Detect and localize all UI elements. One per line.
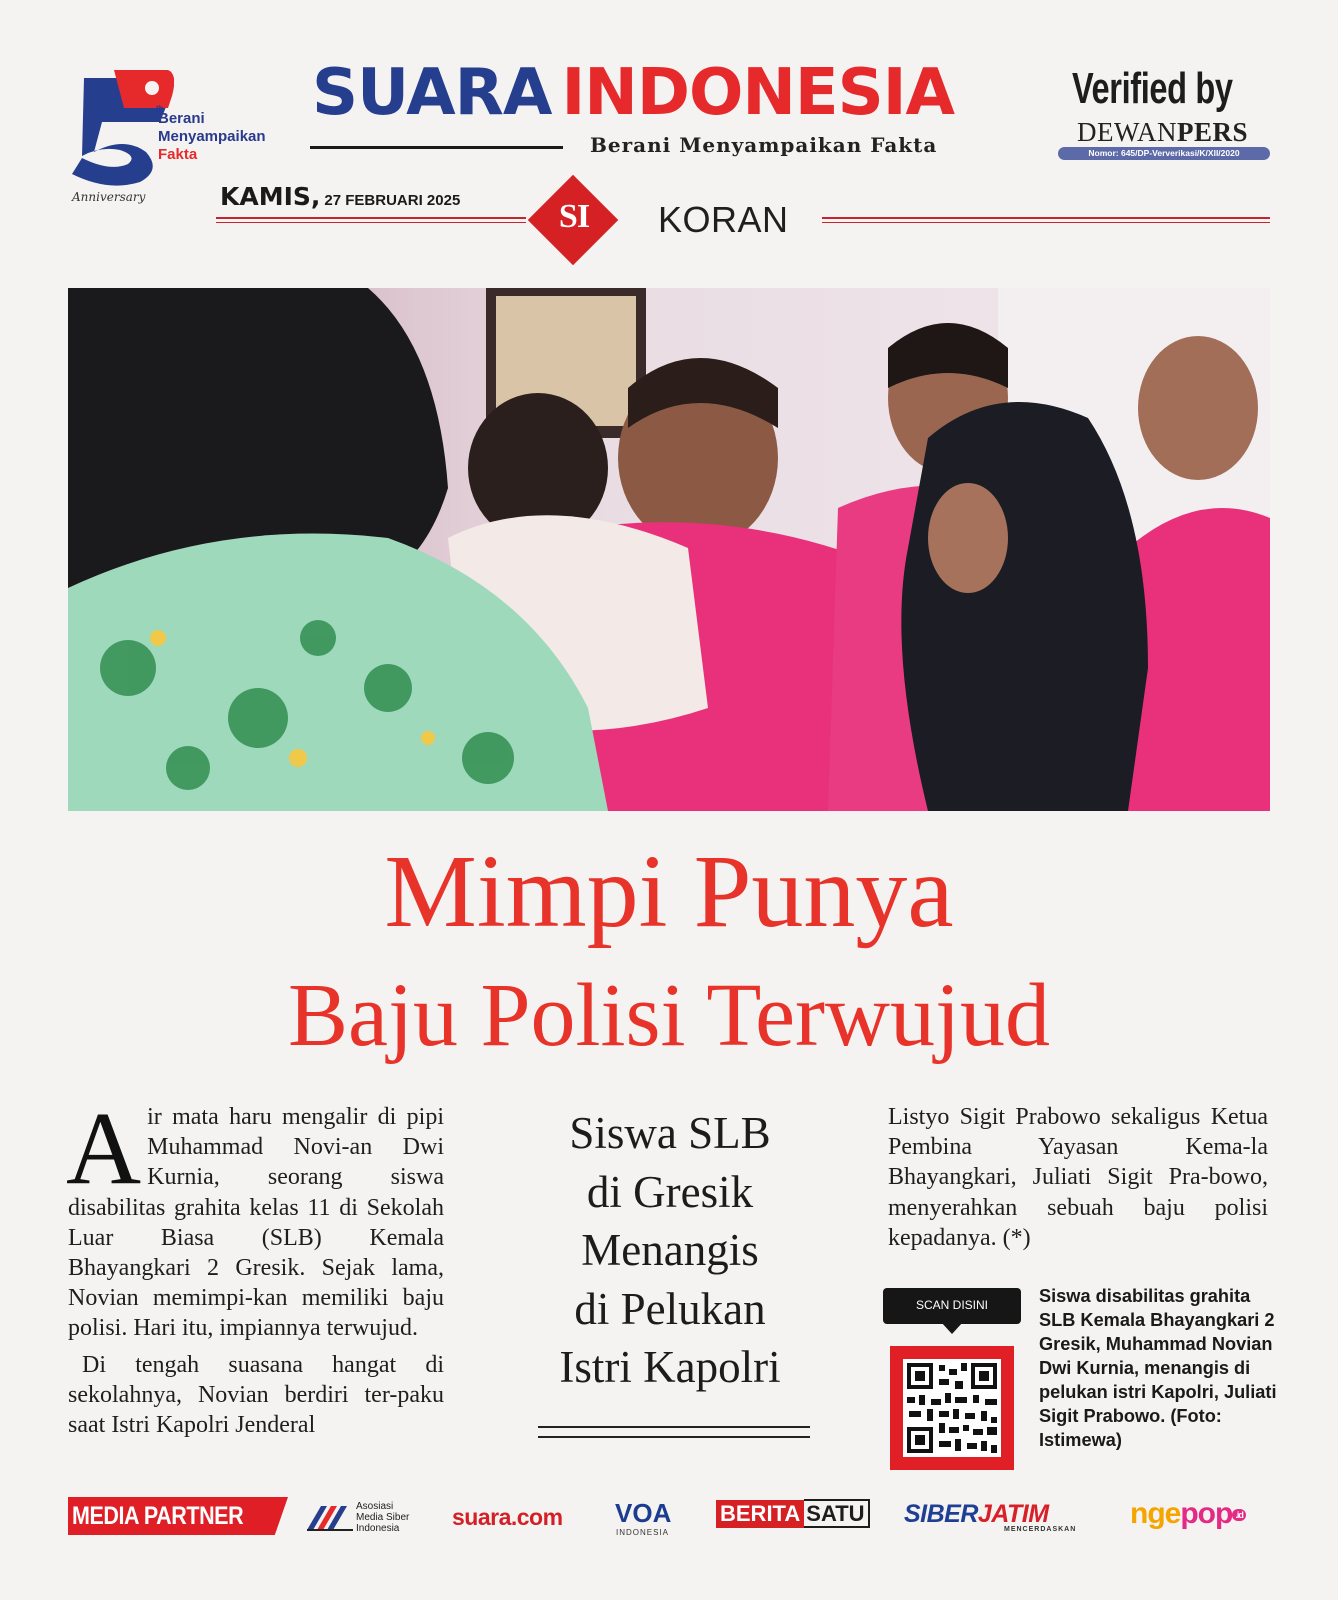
brand-suara: SUARA	[312, 56, 552, 130]
article-paragraph-2: Di tengah suasana hangat di sekolahnya, Novian berdiri ter-paku saat Istri Kapolri Jenderal	[68, 1351, 444, 1439]
anniversary-line-1: Berani	[158, 110, 205, 127]
dewan-bold: PERS	[1176, 117, 1249, 147]
headline-line-1: Mimpi Punya	[384, 834, 954, 949]
beritasatu-dark: SATU	[804, 1499, 869, 1528]
issue-date-text: 27 FEBRUARI 2025	[324, 192, 461, 209]
siberjatim-red: JATIM	[977, 1500, 1049, 1528]
verified-by-label: Verified by	[1072, 64, 1233, 113]
subheadline-line-1: Siswa SLB	[569, 1108, 771, 1158]
subheadline-line-5: Istri Kapolri	[559, 1342, 781, 1392]
masthead-rule-left-thin	[216, 222, 526, 223]
amsi-line-3: Indonesia	[356, 1523, 400, 1534]
dewan-pers-logo	[1077, 117, 1248, 147]
subheadline-line-4: di Pelukan	[574, 1283, 766, 1334]
article-paragraph-1-text: ir mata haru mengalir di pipi Muhammad Novi-an Dwi Kurnia, seorang siswa disabilitas grahita kelas 11 di Sekolah Luar Biasa (SLB) Kemala Bhayangkari 2 Gresik. Sejak lama, Novian memimpi-kan memiliki baju polisi. Hari itu, impiannya terwujud.	[68, 1104, 444, 1342]
partner-voa: VOA	[615, 1498, 672, 1528]
ngepop-nge: nge	[1130, 1497, 1181, 1530]
drop-cap: A	[66, 1091, 142, 1206]
ngepop-pop: pop	[1180, 1497, 1233, 1530]
partner-beritasatu	[716, 1501, 870, 1531]
subheadline-line-2: di Gresik	[586, 1166, 754, 1217]
article-paragraph-1	[66, 1091, 444, 1344]
amsi-line-2: Media Siber	[356, 1512, 410, 1523]
masthead-rule-right	[822, 217, 1270, 219]
partner-suara: suara.com	[452, 1504, 563, 1530]
subheadline-line-3: Menangis	[581, 1225, 759, 1275]
qr-code[interactable]	[903, 1359, 1001, 1457]
issue-day: KAMIS,	[220, 182, 321, 211]
article-paragraph-3: Listyo Sigit Prabowo sekaligus Ketua Pembina Yayasan Kema-la Bhayangkari, Juliati Sigit Pra-bowo, menyerahkan sebuah baju polisi kepadanya. (*)	[888, 1104, 1268, 1251]
scan-label: SCAN DISINI	[883, 1288, 1021, 1324]
masthead-rule-right-thin	[822, 222, 1270, 223]
siberjatim-blue: SIBER	[904, 1500, 978, 1528]
anniversary-superscript: th	[156, 104, 164, 113]
partner-siberjatim	[904, 1500, 1049, 1529]
brand-logo	[312, 58, 954, 128]
ngepop-id: .id	[1232, 1509, 1246, 1521]
partner-amsi	[356, 1501, 409, 1534]
issue-date	[220, 182, 460, 211]
brand-underline	[310, 146, 563, 149]
partner-ngepop	[1130, 1497, 1246, 1531]
anniversary-script: Anniversary	[72, 190, 146, 204]
anniversary-tagline	[156, 104, 266, 164]
lead-photo	[68, 288, 1270, 811]
masthead-rule-left	[216, 217, 526, 219]
subheadline-rule-2	[538, 1436, 810, 1438]
article-column-1	[66, 1091, 444, 1440]
media-partner-label: MEDIA PARTNER	[72, 1502, 244, 1530]
lead-photo-illustration	[68, 288, 1270, 811]
brand-indonesia: INDONESIA	[561, 56, 955, 130]
siberjatim-sub: MENCERDASKAN	[1004, 1526, 1077, 1533]
brand-tagline: Berani Menyampaikan Fakta	[590, 133, 938, 157]
dewan-light: DEWAN	[1077, 117, 1177, 147]
photo-caption: Siswa disabilitas grahita SLB Kemala Bhayangkari 2 Gresik, Muhammad Novian Dwi Kurnia, menangis di pelukan istri Kapolri, Juliati Sigit Prabowo. (Foto: Istimewa)	[1039, 1286, 1277, 1450]
section-label: KORAN	[658, 199, 789, 240]
beritasatu-red: BERITA	[716, 1500, 804, 1528]
scan-pointer	[941, 1322, 963, 1334]
amsi-logo-mark	[305, 1502, 355, 1532]
verification-number: Nomor: 645/DP-Ververikasi/K/XII/2020	[1058, 147, 1270, 160]
article-column-3	[888, 1102, 1268, 1253]
amsi-line-1: Asosiasi	[356, 1501, 394, 1512]
si-logo-text: SI	[558, 198, 590, 235]
subheadline	[528, 1104, 812, 1397]
subheadline-rule-1	[538, 1426, 810, 1428]
anniversary-line-3: Fakta	[158, 146, 198, 163]
partner-voa-sub: INDONESIA	[616, 1528, 670, 1537]
headline-line-2: Baju Polisi Terwujud	[287, 966, 1051, 1065]
anniversary-line-2: Menyampaikan	[158, 128, 266, 145]
